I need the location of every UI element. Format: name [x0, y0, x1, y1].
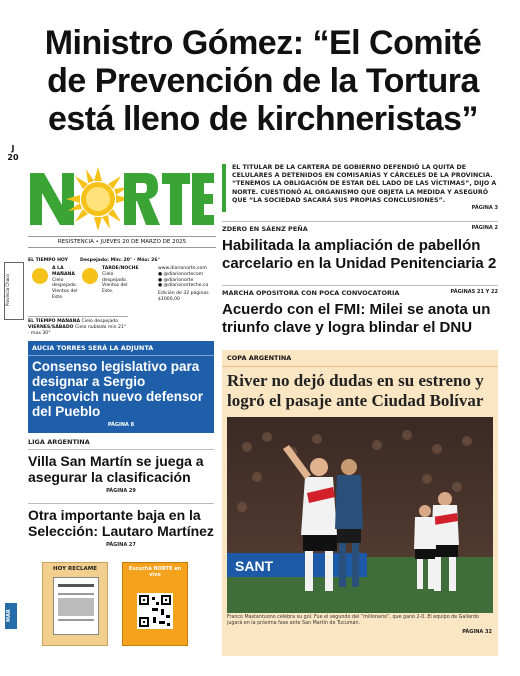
- story-saenz-page: PÁGINA 2: [471, 225, 498, 231]
- mar-tag-text: MAR: [6, 609, 12, 623]
- weather-min-max: min 21° · max 30°: [28, 324, 127, 336]
- story-saenz-headline[interactable]: Habilitada la ampliación de pabellón carcelario en la Unidad Penitenciaria 2: [222, 237, 497, 272]
- weather-box: [28, 258, 216, 336]
- qr-code-icon: [137, 593, 173, 629]
- story-fmi-page: PÁGINAS 21 Y 22: [450, 289, 498, 295]
- story-river-caption: Franco Mastantuono celebra su gol. Fue el segundo del “millonario”, que ganó 2-0. El equipo de Gallardo jugará en la próxima fase ante San Martín de Tucumán.: [227, 615, 479, 626]
- lead-text: EL TITULAR DE LA CARTERA DE GOBIERNO DEFENDIÓ LA QUITA DE CELULARES A DETENIDOS EN COMISARÍAS Y CÁRCELES DE LA PROVINCIA. “TENEMOS LA OBLIGACIÓN DE ESTAR DEL LADO DE LAS VÍCTIMAS”, DIJO A NORTE. CUESTIONÓ AL ORGANISMO QUE OBJETA LA MEDIDA Y ASEGURÓ QUE “LA SOCIEDAD SACARÁ SUS PROPIAS CONCLUSIONES”.: [232, 164, 497, 204]
- divider: [28, 449, 214, 450]
- sun-icon: [82, 268, 98, 284]
- story-villa-page: PÁGINA 29: [106, 488, 136, 494]
- social-handle-1[interactable]: @diarionortecom: [163, 271, 204, 277]
- edition-pages: Edición de 32 páginas: [158, 291, 209, 297]
- ad-radio[interactable]: [122, 562, 188, 646]
- weather-afternoon-text: Cielo despejado. Vientos del Este.: [102, 271, 128, 295]
- story-lautaro-page: PÁGINA 27: [106, 542, 136, 548]
- social-handle-3[interactable]: @diarionorteche.co: [163, 283, 209, 289]
- ad-newspaper-thumbnail: [53, 577, 99, 635]
- province-box-line2: Chaco: [5, 274, 10, 287]
- province-box-line1: Provincia: [5, 287, 10, 306]
- edition-day-number: 20: [7, 153, 19, 162]
- weather-tomorrow-text: Cielo despejado: [81, 319, 119, 324]
- weather-title: EL TIEMPO HOY: [28, 258, 68, 263]
- weather-afternoon-label: TARDE/NOCHE: [102, 266, 139, 271]
- divider: [28, 503, 214, 504]
- story-fmi[interactable]: [222, 285, 498, 337]
- story-fmi-section: MARCHA OPOSITORA CON POCA CONVOCATORIA: [222, 289, 400, 297]
- edition-day-letter: J: [11, 144, 15, 153]
- ad-hoy-reclame[interactable]: [42, 562, 108, 646]
- story-fmi-headline[interactable]: Acuerdo con el FMI: Milei se anota un triunfo clave y logra blindar el DNU: [222, 301, 491, 336]
- story-river-section: COPA ARGENTINA: [222, 350, 498, 367]
- dateline: RESISTENCIA • JUEVES 20 DE MARZO DE 2025: [28, 236, 216, 248]
- story-villa-section: LIGA ARGENTINA: [28, 438, 90, 446]
- stadium-sponsor-text: SANT: [235, 558, 274, 574]
- story-river[interactable]: [222, 350, 498, 656]
- story-villa-headline[interactable]: Villa San Martín se juega a asegurar la clasificación: [28, 453, 204, 485]
- social-handle-2[interactable]: @diarionorte: [163, 277, 194, 283]
- ad-radio-title: Escuchá NORTE en vivo: [128, 566, 182, 578]
- weather-morning-text: Cielo despejado. Vientos del Este.: [52, 277, 78, 300]
- sun-icon: [32, 268, 48, 284]
- weather-friday-text: Cielo nublado: [75, 324, 107, 330]
- edition-day-tag: [6, 144, 20, 162]
- story-villa[interactable]: [28, 438, 214, 494]
- lead-summary: [222, 164, 498, 210]
- web-site-link[interactable]: www.diarionorte.com: [158, 266, 207, 271]
- story-lencovich-page: PÁGINA 8: [107, 422, 135, 428]
- story-saenz[interactable]: [222, 221, 498, 273]
- facebook-icon: ●: [158, 271, 163, 277]
- lead-accent-bar: [222, 164, 226, 212]
- story-lencovich-tag: AUCIA TORRES SERÁ LA ADJUNTA: [28, 341, 214, 356]
- lead-page-ref: PÁGINA 3: [471, 205, 498, 211]
- weather-summary: Despejado: Min: 20° · Máx: 26°: [80, 258, 160, 263]
- norte-logo-graphic: [28, 163, 216, 231]
- norte-logo: [28, 163, 216, 231]
- edition-price: $1000,00: [158, 296, 180, 302]
- ad-hoy-reclame-title: HOY RECLAME: [53, 566, 97, 572]
- weather-morning-label: A LA MAÑANA: [52, 266, 75, 277]
- divider: [222, 221, 498, 222]
- instagram-icon: ●: [158, 283, 163, 289]
- province-box: [4, 262, 24, 320]
- story-lautaro[interactable]: [28, 503, 214, 548]
- story-lencovich-headline[interactable]: Consenso legislativo para designar a Sergio Lencovich nuevo defensor del Pueblo: [32, 359, 204, 419]
- weather-friday-label: VIERNES/SÁBADO: [28, 324, 74, 330]
- main-headline: Ministro Gómez: “El Comité de Prevención de la Tortura está lleno de kirchneristas”: [44, 24, 482, 138]
- story-saenz-section: ZDERO EN SÁENZ PEÑA: [222, 225, 308, 233]
- story-river-headline[interactable]: River no dejó dudas en su estreno y logró el pasaje ante Ciudad Bolívar: [227, 371, 484, 410]
- river-match-photo: [227, 417, 493, 613]
- weather-tomorrow-label: EL TIEMPO MAÑANA: [28, 319, 81, 324]
- mar-tag: [5, 603, 17, 629]
- story-river-page: PÁGINA 32: [462, 629, 492, 635]
- divider: [222, 285, 498, 286]
- twitter-icon: ●: [158, 277, 163, 283]
- story-lautaro-headline[interactable]: Otra importante baja en la Selección: Lautaro Martínez: [28, 507, 214, 539]
- story-lencovich[interactable]: [28, 341, 214, 433]
